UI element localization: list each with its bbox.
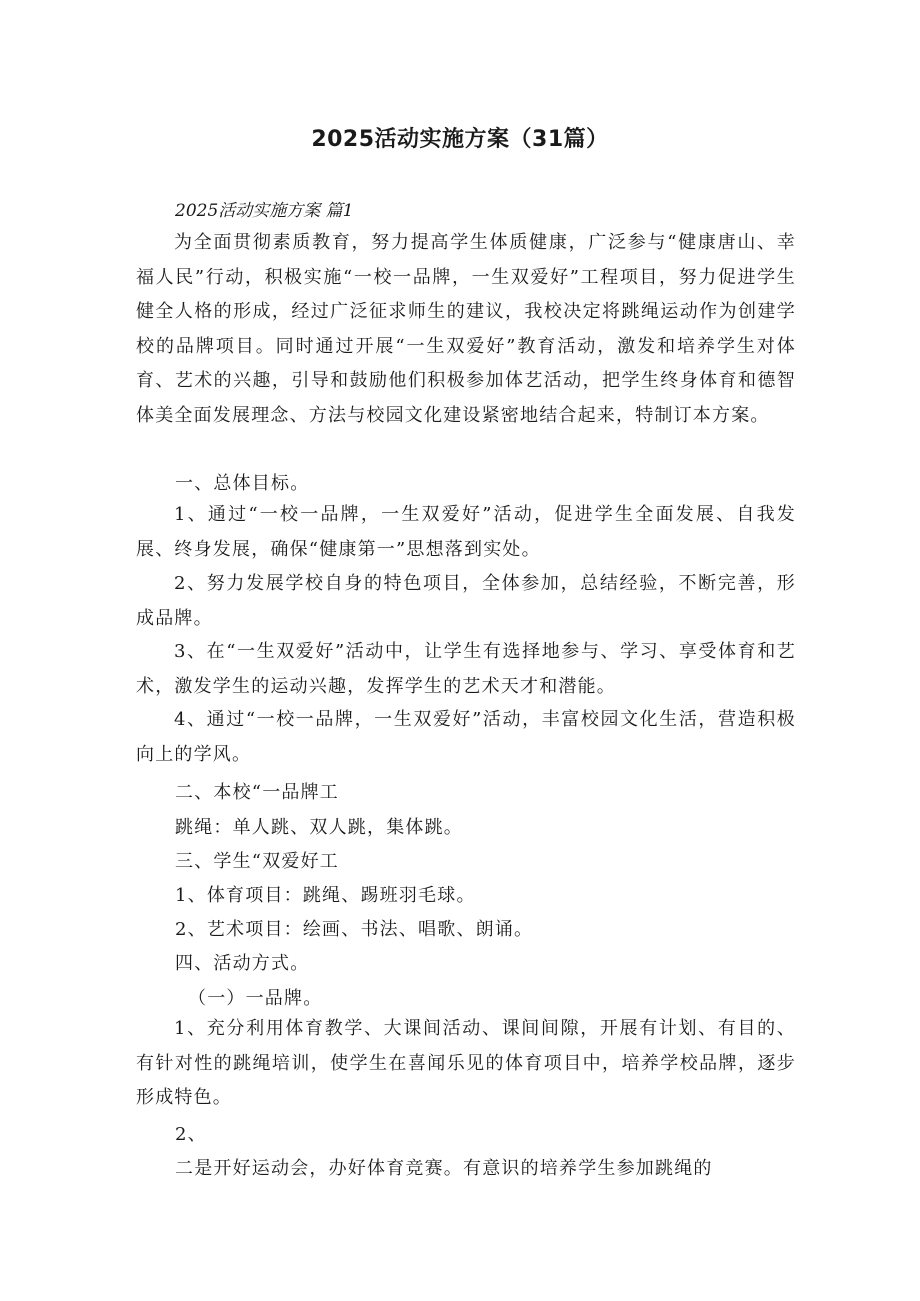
hobby-item-2: 2、艺术项目：绘画、书法、唱歌、朗诵。 (175, 919, 534, 940)
heading-overall-goals: 一、总体目标。 (175, 473, 310, 494)
brand-item: 跳绳：单人跳、双人跳，集体跳。 (175, 817, 463, 838)
method-item-2-number: 2、 (175, 1124, 207, 1145)
document-title: 2025活动实施方案（31篇） (311, 127, 609, 152)
subheading-one-brand: （一）一品牌。 (188, 988, 323, 1009)
hobby-item-1: 1、体育项目：跳绳、踢班羽毛球。 (175, 885, 476, 906)
section-heading: 2025活动实施方案 篇1 (175, 201, 354, 221)
heading-student-hobbies: 三、学生“双爱好工 (175, 851, 340, 872)
goal-item-4: 4、通过“一校一品牌，一生双爱好”活动，丰富校园文化生活，营造积极向上的学风。 (136, 709, 796, 765)
method-item-1: 1、充分利用体育教学、大课间活动、课间间隙，开展有计划、有目的、有针对性的跳绳培训，使学生在喜闻乐见的体育项目中，培养学校品牌，逐步形成特色。 (136, 1018, 796, 1108)
goal-item-3: 3、在“一生双爱好”活动中，让学生有选择地参与、学习、享受体育和艺术，激发学生的运动兴趣，发挥学生的艺术天才和潜能。 (136, 641, 796, 697)
goal-item-2: 2、努力发展学校自身的特色项目，全体参加，总结经验，不断完善，形成品牌。 (136, 573, 796, 629)
intro-paragraph: 为全面贯彻素质教育，努力提高学生体质健康，广泛参与“健康唐山、幸福人民”行动，积极实施“一校一品牌，一生双爱好”工程项目，努力促进学生健全人格的形成，经过广泛征求师生的建议，我校决定将跳绳运动作为创建学校的品牌项目。同时通过开展“一生双爱好”教育活动，激发和培养学生对体育、艺术的兴趣，引导和鼓励他们积极参加体艺活动，把学生终身体育和德智体美全面发展理念、方法与校园文化建设紧密地结合起来，特制订本方案。 (136, 232, 796, 426)
heading-school-brand: 二、本校“一品牌工 (175, 782, 340, 803)
goal-item-1: 1、通过“一校一品牌，一生双爱好”活动，促进学生全面发展、自我发展、终身发展，确保“健康第一”思想落到实处。 (136, 504, 796, 560)
heading-activity-methods: 四、活动方式。 (175, 953, 310, 974)
method-item-2-text: 二是开好运动会，办好体育竞赛。有意识的培养学生参加跳绳的 (175, 1158, 713, 1179)
